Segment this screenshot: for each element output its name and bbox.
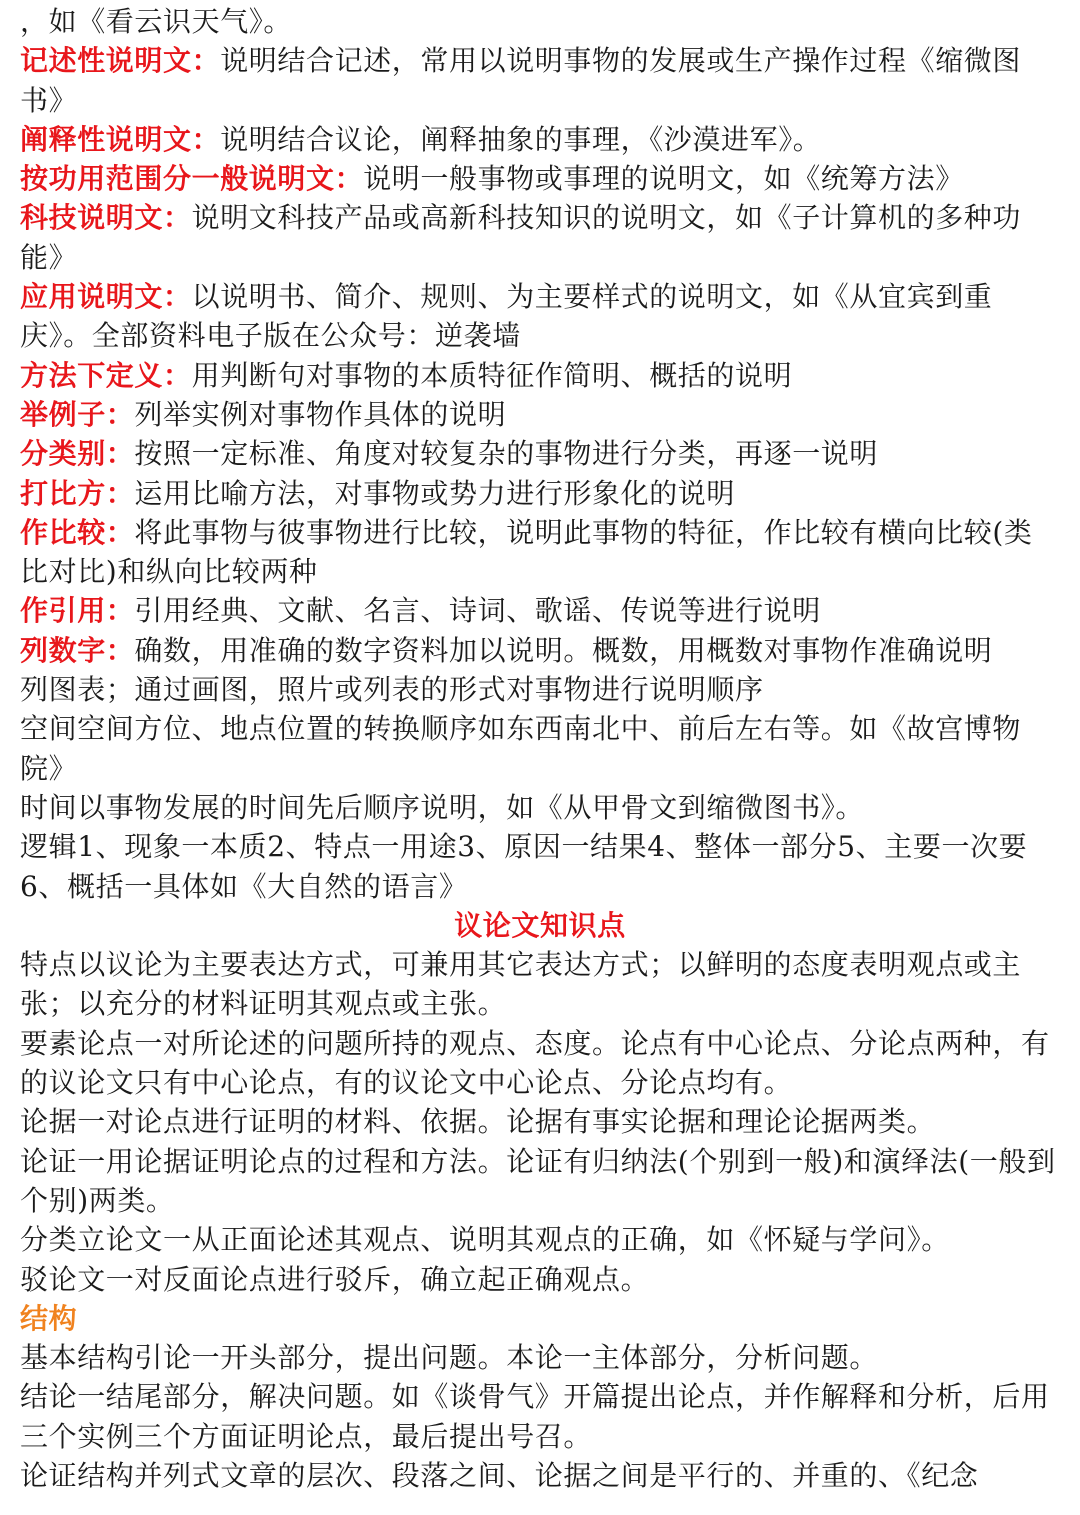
text-line (20, 2, 1060, 41)
text-line (20, 41, 1060, 120)
line-body: 用判断句对事物的本质特征作简明、概括的说明 (191, 358, 793, 392)
line-body: 说明文科技产品或高新科技知识的说明文，如《子计算机的多种功能》 (20, 201, 1022, 274)
text-line: 论证结构并列式文章的层次、段落之间、论据之间是平行的、并重的、《纪念 (20, 1458, 979, 1492)
term-label: 列数字： (20, 633, 135, 667)
text-line: 论据一对论点进行证明的材料、依据。论据有事实论据和理论论据两类。 (20, 1105, 936, 1139)
text-line: 基本结构引论一开头部分，提出问题。本论一主体部分，分析问题。 (20, 1341, 879, 1375)
text-line (20, 395, 1060, 434)
term-label: 作比较： (20, 515, 135, 549)
line-body: 引用经典、文献、名言、诗词、歌谣、传说等进行说明 (134, 594, 821, 628)
term-label: 科技说明文： (20, 201, 192, 235)
term-label: 分类别： (20, 437, 135, 471)
structure-heading: 结构 (20, 1301, 78, 1335)
term-label: 阐释性说明文： (20, 122, 221, 156)
text-line (20, 474, 1060, 513)
term-label: 按功用范围分一般说明文： (20, 162, 364, 196)
line-body: 列举实例对事物作具体的说明 (134, 397, 507, 431)
line-body: 将此事物与彼事物进行比较，说明此事物的特征，作比较有横向比较(类比对比)和纵向比较两种 (20, 515, 1033, 589)
expository-section (20, 2, 1060, 906)
text-line: 驳论文一对反面论点进行驳斥，确立起正确观点。 (20, 1262, 650, 1296)
text-line: 要素论点一对所论述的问题所持的观点、态度。论点有中心论点、分论点两种，有的议论文只有中心论点，有的议论文中心论点、分论点均有。 (20, 1026, 1050, 1100)
term-label: 作引用： (20, 594, 135, 628)
text-line: 分类立论文一从正面论述其观点、说明其观点的正确，如《怀疑与学问》。 (20, 1223, 950, 1257)
text-line (20, 120, 1060, 159)
text-line (20, 356, 1060, 395)
line-body: 以说明书、简介、规则、为主要样式的说明文，如《从宜宾到重庆》。全部资料电子版在公众号：逆袭墙 (20, 280, 993, 353)
line-body: 空间空间方位、地点位置的转换顺序如东西南北中、前后左右等。如《故宫博物院》 (20, 712, 1022, 785)
term-label: 举例子： (20, 397, 135, 431)
structure-section (20, 1338, 1060, 1495)
text-line: 结论一结尾部分，解决问题。如《谈骨气》开篇提出论点，并作解释和分析，后用三个实例三个方面证明论点，最后提出号召。 (20, 1380, 1050, 1453)
line-body: 说明结合议论，阐释抽象的事理，《沙漠进军》。 (220, 122, 822, 156)
line-body: 列图表；通过画图，照片或列表的形式对事物进行说明顺序 (20, 673, 764, 707)
line-body: 按照一定标准、角度对较复杂的事物进行分类，再逐一说明 (134, 437, 879, 471)
text-line (20, 827, 1060, 906)
text-line (20, 788, 1060, 827)
text-line (20, 434, 1060, 473)
line-body: 逻辑1、现象一本质2、特点一用途3、原因一结果4、整体一部分5、主要一次要6、概括一具体如《大自然的语言》 (20, 830, 1028, 903)
line-body: ，如《看云识天气》。 (20, 5, 293, 38)
term-label: 方法下定义： (20, 358, 192, 392)
term-label: 记述性说明文： (20, 44, 221, 78)
line-body: 说明一般事物或事理的说明文，如《统筹方法》 (363, 162, 964, 196)
line-body: 运用比喻方法，对事物或势力进行形象化的说明 (134, 476, 736, 510)
text-line (20, 159, 1060, 198)
text-line (20, 513, 1060, 592)
text-line: 特点以议论为主要表达方式，可兼用其它表达方式；以鲜明的态度表明观点或主张；以充分的材料证明其观点或主张。 (20, 948, 1022, 1021)
text-line (20, 670, 1060, 709)
section-title: 议论文知识点 (454, 908, 626, 942)
text-line (20, 198, 1060, 277)
line-body: 说明结合记述，常用以说明事物的发展或生产操作过程《缩微图书》 (20, 44, 1022, 117)
line-body: 确数，用准确的数字资料加以说明。概数，用概数对事物作准确说明 (134, 633, 993, 667)
term-label: 打比方： (20, 476, 135, 510)
text-line (20, 631, 1060, 670)
text-line: 论证一用论据证明论点的过程和方法。论证有归纳法(个别到一般)和演绎法(一般到个别)两类。 (20, 1144, 1056, 1217)
term-label: 应用说明文： (20, 280, 192, 314)
text-line (20, 591, 1060, 630)
text-line (20, 709, 1060, 788)
text-line (20, 277, 1060, 356)
argument-section (20, 945, 1060, 1299)
line-body: 时间以事物发展的时间先后顺序说明，如《从甲骨文到缩微图书》。 (20, 790, 865, 824)
